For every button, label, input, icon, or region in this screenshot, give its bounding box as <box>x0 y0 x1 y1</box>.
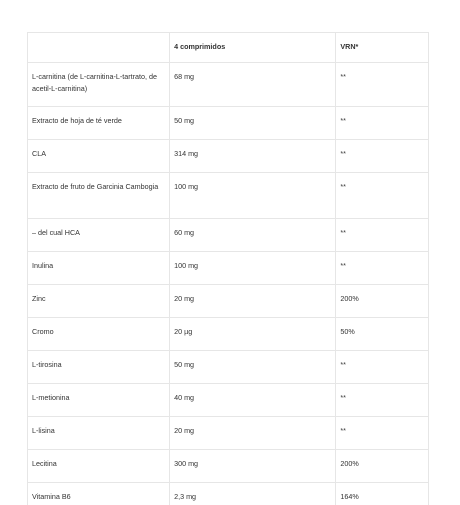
header-amount: 4 comprimidos <box>170 33 336 63</box>
ingredient-vrn: ** <box>336 219 429 252</box>
ingredient-name: Extracto de hoja de té verde <box>28 107 170 140</box>
ingredient-name: L-carnitina (de L-carnitina-L-tartrato, de acetil-L-carnitina) <box>28 63 170 107</box>
table-row <box>28 318 429 351</box>
ingredient-vrn: ** <box>336 63 429 107</box>
table-row <box>28 63 429 107</box>
ingredient-name: Cromo <box>28 318 170 351</box>
ingredient-vrn: 164% <box>336 483 429 505</box>
ingredient-name: – del cual HCA <box>28 219 170 252</box>
table-row <box>28 285 429 318</box>
ingredient-vrn: ** <box>336 252 429 285</box>
ingredient-name: Extracto de fruto de Garcinia Cambogia <box>28 173 170 219</box>
ingredient-amount: 20 mg <box>170 417 336 450</box>
ingredient-amount: 100 mg <box>170 252 336 285</box>
ingredient-vrn: ** <box>336 351 429 384</box>
ingredient-amount: 314 mg <box>170 140 336 173</box>
table-row <box>28 483 429 505</box>
nutrition-table <box>27 32 429 505</box>
table-row <box>28 107 429 140</box>
ingredient-name: CLA <box>28 140 170 173</box>
ingredient-amount: 50 mg <box>170 351 336 384</box>
table-row <box>28 384 429 417</box>
table-row <box>28 140 429 173</box>
ingredient-vrn: ** <box>336 384 429 417</box>
ingredient-name: Lecitina <box>28 450 170 483</box>
table-row <box>28 450 429 483</box>
ingredient-name: Inulina <box>28 252 170 285</box>
table-row <box>28 173 429 219</box>
table-header-row <box>28 33 429 63</box>
table-row <box>28 252 429 285</box>
ingredient-vrn: 200% <box>336 285 429 318</box>
ingredient-name: L-tirosina <box>28 351 170 384</box>
ingredient-name: L-metionina <box>28 384 170 417</box>
ingredient-vrn: ** <box>336 417 429 450</box>
ingredient-amount: 20 mg <box>170 285 336 318</box>
table-row <box>28 351 429 384</box>
ingredient-amount: 300 mg <box>170 450 336 483</box>
ingredient-amount: 68 mg <box>170 63 336 107</box>
ingredient-name: Zinc <box>28 285 170 318</box>
ingredient-vrn: 200% <box>336 450 429 483</box>
header-vrn: VRN* <box>336 33 429 63</box>
ingredient-amount: 60 mg <box>170 219 336 252</box>
ingredient-amount: 40 mg <box>170 384 336 417</box>
table-row <box>28 219 429 252</box>
ingredient-amount: 100 mg <box>170 173 336 219</box>
ingredient-name: Vitamina B6 <box>28 483 170 505</box>
ingredient-amount: 2,3 mg <box>170 483 336 505</box>
ingredient-vrn: ** <box>336 140 429 173</box>
table-row <box>28 417 429 450</box>
ingredient-amount: 20 µg <box>170 318 336 351</box>
ingredient-vrn: ** <box>336 107 429 140</box>
ingredient-vrn: 50% <box>336 318 429 351</box>
ingredient-name: L-lisina <box>28 417 170 450</box>
header-ingredient <box>28 33 170 63</box>
ingredient-vrn: ** <box>336 173 429 219</box>
ingredient-amount: 50 mg <box>170 107 336 140</box>
